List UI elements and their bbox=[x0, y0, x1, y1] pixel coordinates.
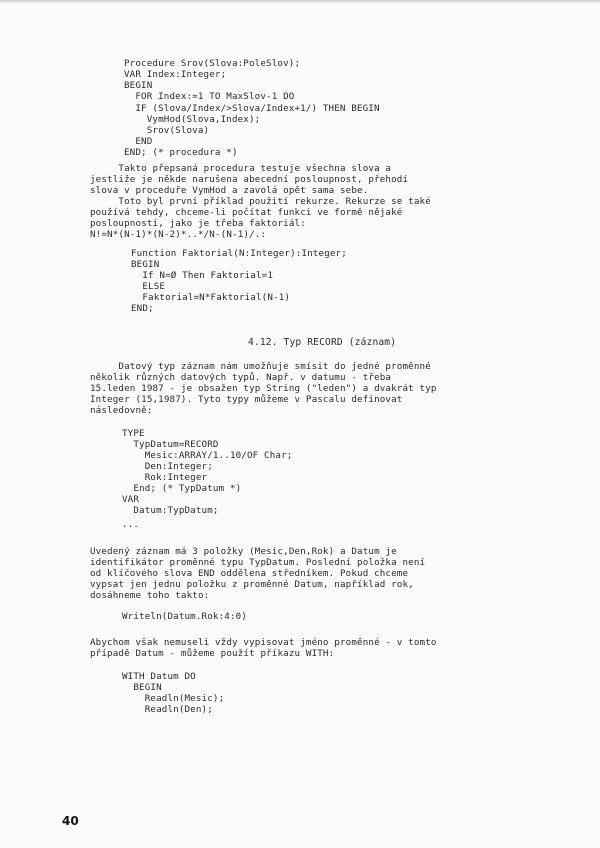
code-line: Datum:TypDatum; bbox=[122, 505, 219, 516]
text-line: případě Datum - můžeme použít příkazu WITH: bbox=[90, 648, 335, 659]
text-line: Toto byl první příklad použití rekurze. Rekurze se také bbox=[90, 196, 431, 207]
code-line: ... bbox=[122, 519, 140, 530]
text-line: identifikátor proměnné typu TypDatum. Poslední položka není bbox=[90, 557, 426, 568]
text-line: Integer (15,1987). Tyto typy můžeme v Pascalu definovat bbox=[90, 394, 403, 405]
text-line: N!=N*(N-1)*(N-2)*..*/N-(N-1)/.: bbox=[90, 229, 267, 240]
text-line: Datový typ záznam nám umožňuje smísit do jedné proměnné bbox=[90, 361, 431, 372]
text-line: Takto přepsaná procedura testuje všechna slova a bbox=[90, 163, 392, 174]
code-line: BEGIN bbox=[122, 682, 162, 693]
code-line: If N=Ø Then Faktorial=1 bbox=[131, 270, 274, 281]
code-line: END; (* procedura *) bbox=[124, 147, 238, 158]
code-line: TYPE bbox=[122, 428, 145, 439]
code-line: BEGIN bbox=[124, 80, 153, 91]
text-line: několik různých datových typů. Např. v datumu - třeba bbox=[90, 372, 392, 383]
code-line: WITH Datum DO bbox=[122, 671, 196, 682]
text-line: jestliže je někde narušena abecední posloupnost, přehodí bbox=[90, 174, 409, 185]
text-line: používá tehdy, chceme-li počítat funkci ve formě nějaké bbox=[90, 207, 403, 218]
code-line: Readln(Den); bbox=[122, 704, 213, 715]
code-line: Readln(Mesic); bbox=[122, 693, 225, 704]
text-line: 15.leden 1987 - je obsažen typ String ("leden") a dvakrát typ bbox=[90, 383, 437, 394]
code-line: BEGIN bbox=[131, 259, 160, 270]
code-line: END; bbox=[131, 303, 154, 314]
code-line: VAR bbox=[122, 494, 140, 505]
code-line: Srov(Slova) bbox=[124, 125, 210, 136]
code-line: END bbox=[124, 136, 153, 147]
code-line: Function Faktorial(N:Integer):Integer; bbox=[131, 248, 347, 259]
code-line: Faktorial=N*Faktorial(N-1) bbox=[131, 292, 291, 303]
code-line: IF (Slova/Index/>Slova/Index+1/) THEN BEGIN bbox=[124, 103, 380, 114]
code-line: Den:Integer; bbox=[122, 461, 213, 472]
code-line: Mesic:ARRAY/1..10/OF Char; bbox=[122, 450, 293, 461]
code-line: End; (* TypDatum *) bbox=[122, 483, 242, 494]
code-line: VymHod(Slova,Index); bbox=[124, 114, 261, 125]
text-line: vypsat jen jednu položku z proměnné Datum, například rok, bbox=[90, 579, 414, 590]
text-line: posloupnosti, jako je třeba faktoriál: bbox=[90, 218, 306, 229]
code-line: TypDatum=RECORD bbox=[122, 439, 219, 450]
text-line: následovně: bbox=[90, 405, 153, 416]
code-line: VAR Index:Integer; bbox=[124, 69, 227, 80]
section-heading: 4.12. Typ RECORD (záznam) bbox=[248, 337, 397, 348]
text-line: dosáhneme toho takto: bbox=[90, 590, 210, 601]
code-line: FOR Index:=1 TO MaxSlov-1 DO bbox=[124, 91, 295, 102]
code-line: ELSE bbox=[131, 281, 166, 292]
code-line: Writeln(Datum.Rok:4:0) bbox=[122, 611, 247, 622]
code-line: Rok:Integer bbox=[122, 472, 208, 483]
text-line: Uvedený záznam má 3 položky (Mesic,Den,Rok) a Datum je bbox=[90, 546, 397, 557]
code-line: Procedure Srov(Slova:PoleSlov); bbox=[124, 58, 301, 69]
text-line: slova v proceduře VymHod a zavolá opět sama sebe. bbox=[90, 185, 369, 196]
text-line: Abychom však nemuseli vždy vypisovat jméno proměnné - v tomto bbox=[90, 637, 437, 648]
text-line: od klíčového slova END oddělena středníkem. Pokud chceme bbox=[90, 568, 409, 579]
page-number: 40 bbox=[62, 814, 79, 828]
